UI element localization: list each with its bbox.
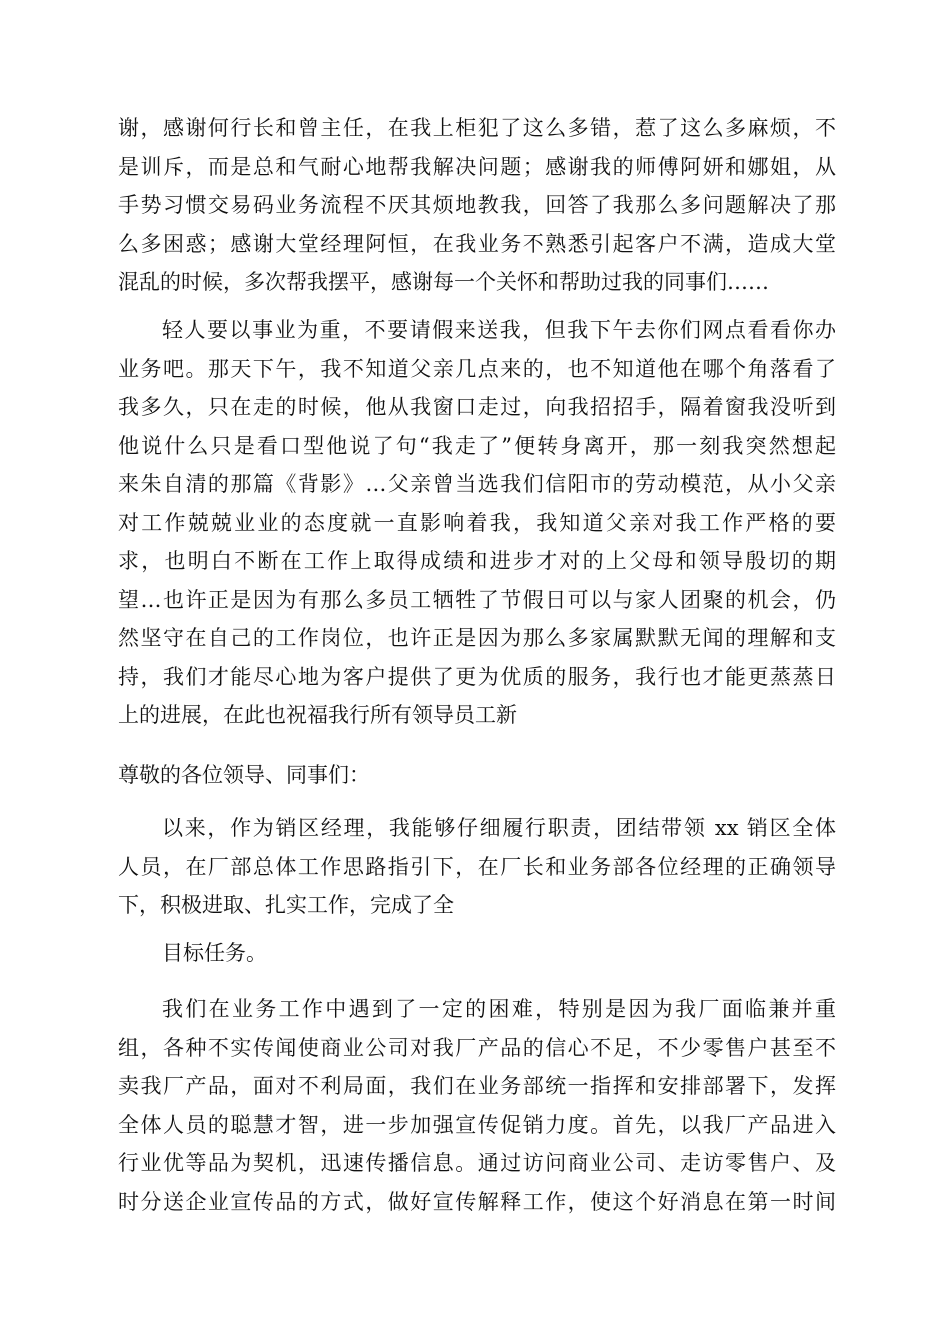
text-line: 我多久，只在走的时候，他从我窗口走过，向我招招手，隔着窗我没听到 [118,395,836,419]
text-line: 轻人要以事业为重，不要请假来送我，但我下午去你们网点看看你办 [162,318,836,342]
text-line: 来朱自清的那篇《背影》…父亲曾当选我们信阳市的劳动模范，从小父亲 [118,472,836,496]
text-line: 混乱的时候，多次帮我摆平，感谢每一个关怀和帮助过我的同事们…… [118,270,769,294]
text-line: 卖我厂产品，面对不利局面，我们在业务部统一指挥和安排部署下，发挥 [118,1074,836,1098]
paragraph-father [118,311,836,735]
paragraph-intro [118,809,836,925]
text-line: 业务吧。那天下午，我不知道父亲几点来的，也不知道他在哪个角落看了 [118,356,836,381]
text-line: 谢，感谢何行长和曾主任，在我上柜犯了这么多错，惹了这么多麻烦，不 [118,116,836,140]
text-line: 手势习惯交易码业务流程不厌其烦地教我，回答了我那么多问题解决了那 [118,193,836,217]
text-line: 尊敬的各位领导、同事们： [118,763,370,787]
text-line: 望…也许正是因为有那么多员工牺牲了节假日可以与家人团聚的机会，仍 [118,587,836,612]
text-line: 我们在业务工作中遇到了一定的困难，特别是因为我厂面临兼并重 [162,997,836,1021]
greeting [118,756,836,795]
text-line: 目标任务。 [162,941,267,965]
text-line: 组，各种不实传闻使商业公司对我厂产品的信心不足，不少零售户甚至不 [118,1035,836,1060]
text-line: 全体人员的聪慧才智，进一步加强宣传促销力度。首先，以我厂产品进入 [118,1112,836,1137]
text-line: 求，也明白不断在工作上取得成绩和进步才对的上父母和领导殷切的期 [118,549,836,573]
text-line: 时分送企业宣传品的方式，做好宣传解释工作，使这个好消息在第一时间 [118,1189,836,1214]
text-line: 么多困惑；感谢大堂经理阿恒，在我业务不熟悉引起客户不满，造成大堂 [118,231,836,256]
paragraph-business [118,990,836,1221]
text-line: 对工作兢兢业业的态度就一直影响着我，我知道父亲对我工作严格的要 [118,510,836,535]
text-line: 是训斥，而是总和气耐心地帮我解决问题；感谢我的师傅阿妍和娜姐，从 [118,154,836,179]
text-line: 以来，作为销区经理，我能够仔细履行职责，团结带领 xx 销区全体 [162,816,836,840]
text-line: 人员，在厂部总体工作思路指引下，在厂长和业务部各位经理的正确领导 [118,854,836,879]
text-line: 行业优等品为契机，迅速传播信息。通过访问商业公司、走访零售户、及 [118,1151,836,1175]
paragraph-thanks [118,109,836,302]
paragraph-target [118,934,836,973]
text-line: 然坚守在自己的工作岗位，也许正是因为那么多家属默默无闻的理解和支 [118,626,836,650]
text-line: 上的进展，在此也祝福我行所有领导员工新 [118,703,517,727]
text-line: 持，我们才能尽心地为客户提供了更为优质的服务，我行也才能更蒸蒸日 [118,664,836,689]
text-line: 下，积极进取、扎实工作，完成了全 [118,893,454,917]
text-line: 他说什么只是看口型他说了句“我走了”便转身离开，那一刻我突然想起 [118,433,836,458]
